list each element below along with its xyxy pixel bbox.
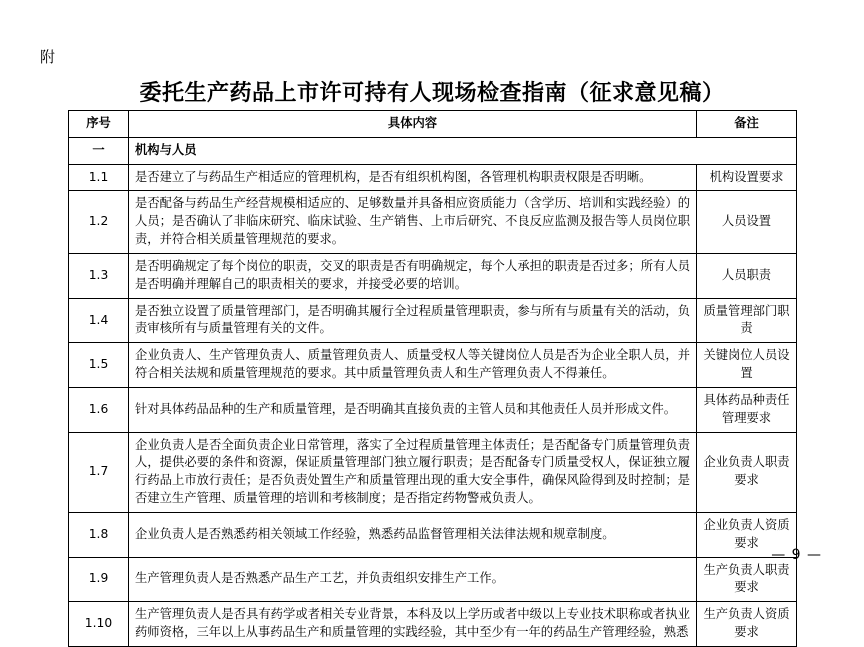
column-header-content: 具体内容 xyxy=(129,111,697,138)
attachment-label: 附 xyxy=(40,48,56,66)
column-header-remark: 备注 xyxy=(697,111,797,138)
row-no: 1.1 xyxy=(69,164,129,191)
row-remark: 企业负责人职责要求 xyxy=(697,432,797,512)
table-header-row xyxy=(69,111,797,138)
table-row xyxy=(69,137,797,164)
row-remark: 生产负责人职责要求 xyxy=(697,557,797,602)
row-content: 生产管理负责人是否具有药学或者相关专业背景，本科及以上学历或者中级以上专业技术职称或者执业药师资格，三年以上从事药品生产和质量管理的实践经验，其中至少有一年的药品生产管理经验，熟悉 xyxy=(129,602,697,647)
row-no: 1.8 xyxy=(69,512,129,557)
table-row xyxy=(69,343,797,388)
page-title: 委托生产药品上市许可持有人现场检查指南（征求意见稿） xyxy=(139,81,725,106)
row-remark: 质量管理部门职责 xyxy=(697,298,797,343)
table-row xyxy=(69,191,797,253)
row-no: 1.9 xyxy=(69,557,129,602)
table-row xyxy=(69,253,797,298)
section-title: 机构与人员 xyxy=(129,137,797,164)
row-no: 1.10 xyxy=(69,602,129,647)
row-no: 1.2 xyxy=(69,191,129,253)
row-content: 是否独立设置了质量管理部门，是否明确其履行全过程质量管理职责，参与所有与质量有关的活动，负责审核所有与质量管理有关的文件。 xyxy=(129,298,697,343)
table-row xyxy=(69,298,797,343)
row-content: 针对具体药品品种的生产和质量管理，是否明确其直接负责的主管人员和其他责任人员并形成文件。 xyxy=(129,387,697,432)
row-no: 1.3 xyxy=(69,253,129,298)
table-row xyxy=(69,512,797,557)
row-content: 是否配备与药品生产经营规模相适应的、足够数量并具备相应资质能力（含学历、培训和实践经验）的人员；是否确认了非临床研究、临床试验、生产销售、上市后研究、不良反应监测及报告等人员岗位职责，并符合相关质量管理规范的要求。 xyxy=(129,191,697,253)
row-remark: 具体药品种责任管理要求 xyxy=(697,387,797,432)
table-row xyxy=(69,432,797,512)
row-remark: 人员职责 xyxy=(697,253,797,298)
row-no: 1.7 xyxy=(69,432,129,512)
page-number: — 9 — xyxy=(771,547,822,563)
row-content: 生产管理负责人是否熟悉产品生产工艺，并负责组织安排生产工作。 xyxy=(129,557,697,602)
row-remark: 机构设置要求 xyxy=(697,164,797,191)
row-remark: 人员设置 xyxy=(697,191,797,253)
row-content: 是否建立了与药品生产相适应的管理机构，是否有组织机构图，各管理机构职责权限是否明晰。 xyxy=(129,164,697,191)
row-no: 1.6 xyxy=(69,387,129,432)
row-remark: 生产负责人资质要求 xyxy=(697,602,797,647)
row-no: 1.5 xyxy=(69,343,129,388)
row-no: 1.4 xyxy=(69,298,129,343)
row-content: 企业负责人是否熟悉药相关领域工作经验，熟悉药品监督管理相关法律法规和规章制度。 xyxy=(129,512,697,557)
table-row xyxy=(69,557,797,602)
inspection-guide-table xyxy=(68,110,797,647)
row-remark: 关键岗位人员设置 xyxy=(697,343,797,388)
row-no: 一 xyxy=(69,137,129,164)
table-row xyxy=(69,602,797,647)
row-remark: 企业负责人资质要求 xyxy=(697,512,797,557)
table-row xyxy=(69,164,797,191)
table-row xyxy=(69,387,797,432)
row-content: 企业负责人、生产管理负责人、质量管理负责人、质量受权人等关键岗位人员是否为企业全职人员，并符合相关法规和质量管理规范的要求。其中质量管理负责人和生产管理负责人不得兼任。 xyxy=(129,343,697,388)
column-header-no: 序号 xyxy=(69,111,129,138)
row-content: 是否明确规定了每个岗位的职责，交叉的职责是否有明确规定，每个人承担的职责是否过多；所有人员是否明确并理解自己的职责相关的要求，并接受必要的培训。 xyxy=(129,253,697,298)
row-content: 企业负责人是否全面负责企业日常管理，落实了全过程质量管理主体责任；是否配备专门质量管理负责人，提供必要的条件和资源，保证质量管理部门独立履行职责；是否配备专门质量受权人，保证独立履行药品上市放行责任；是否负责处置生产和质量管理出现的重大安全事件，确保风险得到及时控制；是否建立生产管理、质量管理的培训和考核制度；是否指定药物警戒负责人。 xyxy=(129,432,697,512)
